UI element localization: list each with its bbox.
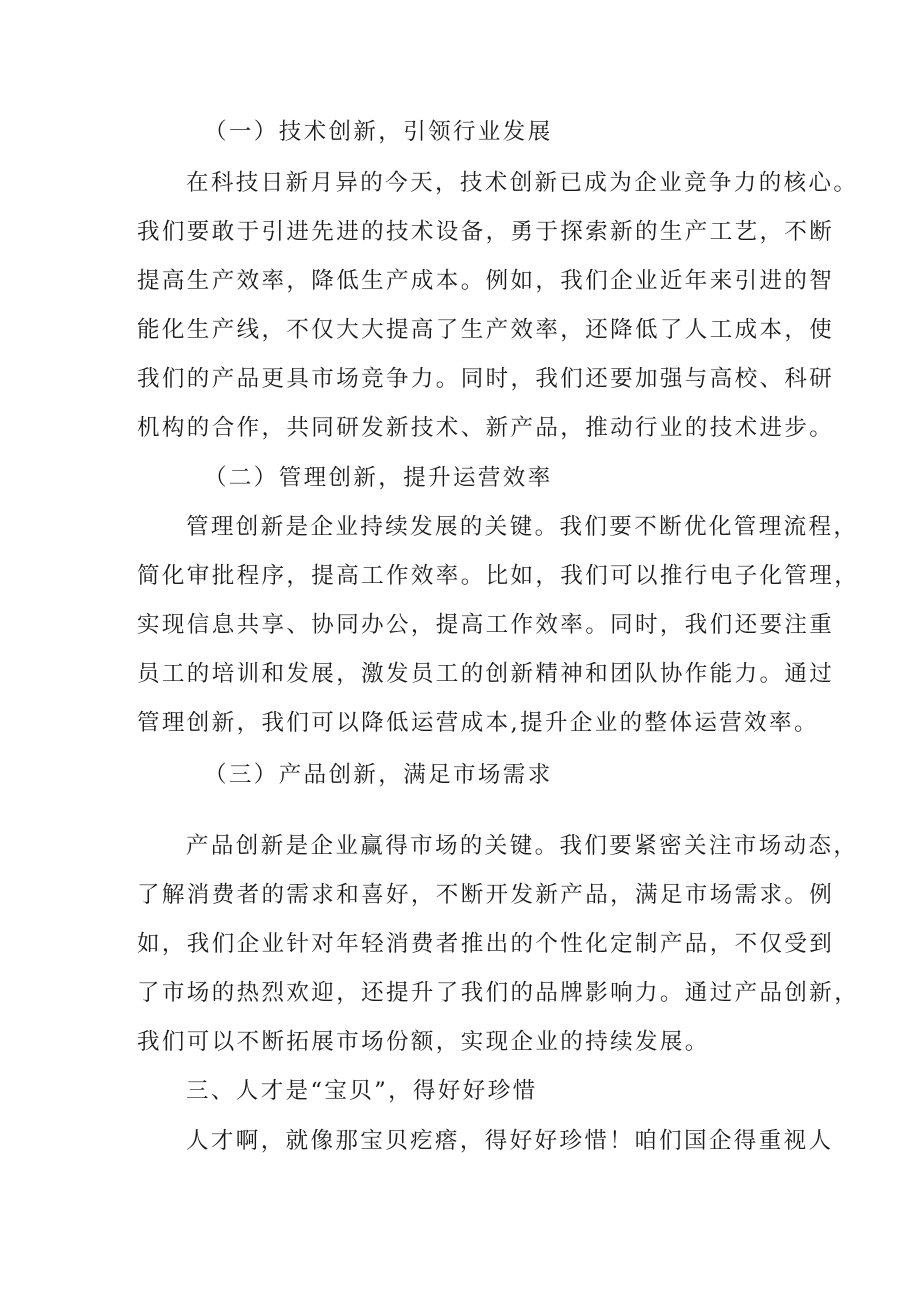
paragraph-line: 产品创新是企业赢得市场的关键。我们要紧密关注市场动态， [186,833,859,859]
paragraph-line: 我们的产品更具市场竞争力。同时，我们还要加强与高校、科研 [137,366,835,392]
paragraph-line: 实现信息共享、协同办公，提高工作效率。同时，我们还要注重 [137,612,835,638]
heading-talent: 三、人才是“宝贝”，得好好珍惜 [186,1078,538,1104]
paragraph-line: 如，我们企业针对年轻消费者推出的个性化定制产品，不仅受到 [137,931,835,957]
paragraph-line: 在科技日新月异的今天，技术创新已成为企业竞争力的核心。 [186,170,859,196]
paragraph-line: 了解消费者的需求和喜好，不断开发新产品，满足市场需求。例 [137,882,835,908]
paragraph-line: 管理创新是企业持续发展的关键。我们要不断优化管理流程， [186,514,859,540]
paragraph-line: 机构的合作，共同研发新技术、新产品，推动行业的技术进步。 [137,415,835,441]
heading-product-innovation: （三）产品创新，满足市场需求 [204,762,553,788]
paragraph-line: 管理创新，我们可以降低运营成本,提升企业的整体运营效率。 [137,710,819,736]
paragraph-line: 能化生产线，不仅大大提高了生产效率，还降低了人工成本，使 [137,317,835,343]
heading-technology-innovation: （一）技术创新，引领行业发展 [204,119,553,145]
heading-management-innovation: （二）管理创新，提升运营效率 [204,465,553,491]
paragraph-line: 简化审批程序，提高工作效率。比如，我们可以推行电子化管理， [137,563,860,589]
paragraph-line: 了市场的热烈欢迎，还提升了我们的品牌影响力。通过产品创新， [137,980,860,1006]
paragraph-line: 我们要敢于引进先进的技术设备，勇于探索新的生产工艺，不断 [137,219,835,245]
paragraph-line: 提高生产效率，降低生产成本。例如，我们企业近年来引进的智 [137,268,835,294]
paragraph-line: 我们可以不断拓展市场份额，实现企业的持续发展。 [137,1029,710,1055]
paragraph-line: 人才啊，就像那宝贝疙瘩，得好好珍惜！咱们国企得重视人 [186,1128,834,1154]
paragraph-line: 员工的培训和发展，激发员工的创新精神和团队协作能力。通过 [137,661,835,687]
